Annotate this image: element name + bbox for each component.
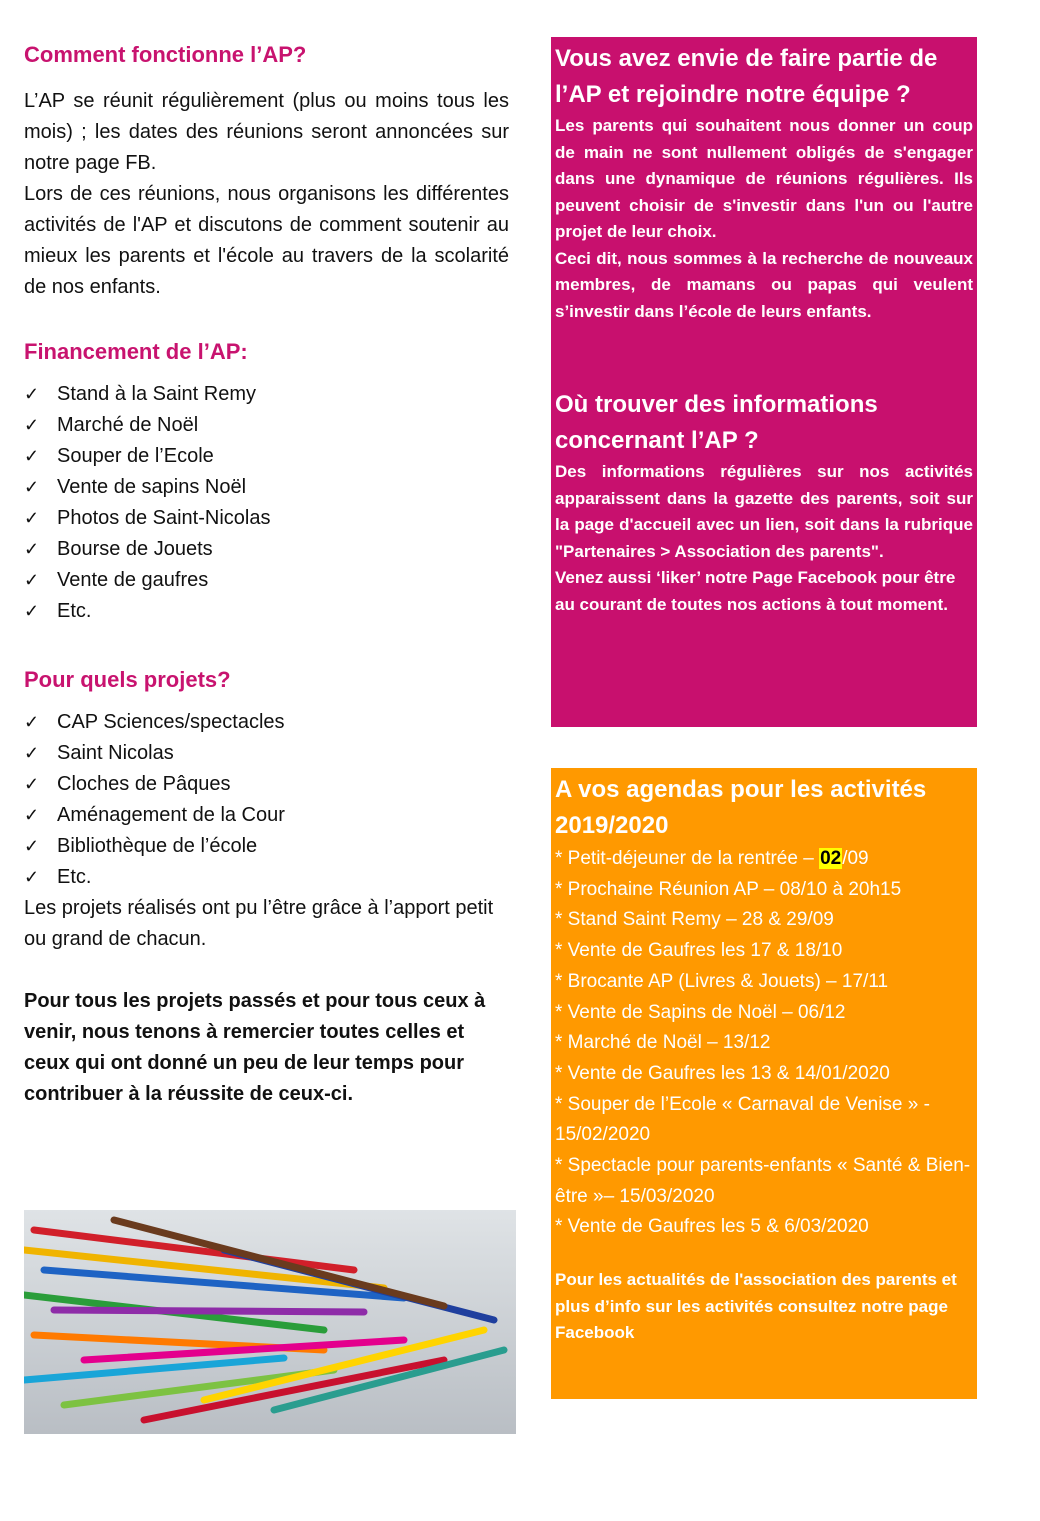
join-team-title: Vous avez envie de faire partie de l’AP et rejoindre notre équipe ? <box>555 45 938 108</box>
list-item <box>24 410 509 441</box>
paragraph-projets: Les projets réalisés ont pu l’être grâce à l’apport petit ou grand de chacun. <box>24 897 494 950</box>
checkmark-icon: ✓ <box>24 570 40 590</box>
agenda-box <box>551 768 977 1399</box>
thanks-paragraph: Pour tous les projets passés et pour tous ceux à venir, nous tenons à remercier toutes celles et ceux qui ont donné un peu de leur temps pour contribuer à la réussite de ceux-ci. <box>24 990 486 1105</box>
list-item <box>24 831 509 862</box>
agenda-item: * Brocante AP (Livres & Jouets) – 17/11 <box>555 970 889 992</box>
list-item <box>24 707 509 738</box>
info-text-1: Des informations régulières sur nos activités apparaissent dans la gazette des parents, soit sur la page d'accueil avec un lien, soit dans la rubrique "Partenaires > Association des parents". <box>555 462 973 561</box>
checkmark-icon: ✓ <box>24 867 40 887</box>
agenda-title: A vos agendas pour les activités 2019/2020 <box>555 776 927 839</box>
join-team-text-1: Les parents qui souhaitent nous donner un coup de main ne sont nullement obligés de s'engager dans une dynamique de réunions régulières. Ils peuvent choisir de s'investir dans l'un ou l'autre projet de leur choix. <box>555 116 973 241</box>
list-item <box>24 534 509 565</box>
agenda-item: * Marché de Noël – 13/12 <box>555 1032 771 1054</box>
paragraph-fonctionnement-2: Lors de ces réunions, nous organisons les différentes activités de l'AP et discutons de comment soutenir au mieux les parents et l'école au travers de la scolarité de nos enfants. <box>24 183 509 298</box>
list-item-label: Etc. <box>57 866 92 888</box>
list-item-label: CAP Sciences/spectacles <box>57 711 285 733</box>
left-column <box>24 40 509 1110</box>
list-item <box>24 565 509 596</box>
checkmark-icon: ✓ <box>24 415 40 435</box>
list-item <box>24 472 509 503</box>
section-title-projets: Pour quels projets? <box>24 667 231 692</box>
checkmark-icon: ✓ <box>24 836 40 856</box>
list-item <box>24 441 509 472</box>
checkmark-icon: ✓ <box>24 384 40 404</box>
agenda-item: * Vente de Gaufres les 5 & 6/03/2020 <box>555 1216 869 1238</box>
join-team-text-2: Ceci dit, nous sommes à la recherche de nouveaux membres, de mamans ou papas qui veulent s’investir dans l’école de leurs enfants. <box>555 248 973 321</box>
list-item-label: Vente de sapins Noël <box>57 476 247 498</box>
list-item <box>24 738 509 769</box>
projets-list <box>24 707 509 893</box>
colored-pencils-photo <box>24 1210 516 1434</box>
checkmark-icon: ✓ <box>24 712 40 732</box>
checkmark-icon: ✓ <box>24 743 40 763</box>
checkmark-icon: ✓ <box>24 805 40 825</box>
list-item-label: Bibliothèque de l’école <box>57 835 258 857</box>
agenda-item: * Stand Saint Remy – 28 & 29/09 <box>555 909 834 931</box>
list-item-label: Marché de Noël <box>57 414 199 436</box>
agenda-item: * Vente de Gaufres les 13 & 14/01/2020 <box>555 1062 890 1084</box>
agenda-item: * Souper de l’Ecole « Carnaval de Venise » - 15/02/2020 <box>555 1093 930 1146</box>
section-title-financement: Financement de l’AP: <box>24 339 248 364</box>
agenda-footer: Pour les actualités de l'association des parents et plus d’info sur les activités consultez notre page Facebook <box>555 1270 957 1343</box>
agenda-item: * Vente de Gaufres les 17 & 18/10 <box>555 940 843 962</box>
info-title: Où trouver des informations concernant l’AP ? <box>555 391 878 454</box>
pencils-image <box>24 1210 516 1434</box>
agenda-item: * Petit-déjeuner de la rentrée – 02/09 <box>555 848 869 869</box>
list-item-label: Vente de gaufres <box>57 569 209 591</box>
financement-list <box>24 379 509 627</box>
list-item-label: Souper de l’Ecole <box>57 445 214 467</box>
paragraph-fonctionnement-1: L’AP se réunit régulièrement (plus ou moins tous les mois) ; les dates des réunions seront annoncées sur notre page FB. <box>24 90 509 174</box>
agenda-list <box>555 844 973 1243</box>
info-text-2: Venez aussi ‘liker’ notre Page Facebook pour être au courant de toutes nos actions à tout moment. <box>555 568 956 614</box>
checkmark-icon: ✓ <box>24 774 40 794</box>
list-item <box>24 379 509 410</box>
highlighted-date: 02 <box>820 848 842 869</box>
list-item-label: Aménagement de la Cour <box>57 804 285 826</box>
join-team-box <box>551 37 977 727</box>
list-item <box>24 800 509 831</box>
list-item-label: Etc. <box>57 600 92 622</box>
checkmark-icon: ✓ <box>24 508 40 528</box>
list-item-label: Cloches de Pâques <box>57 773 231 795</box>
list-item <box>24 503 509 534</box>
list-item <box>24 862 509 893</box>
checkmark-icon: ✓ <box>24 446 40 466</box>
list-item <box>24 596 509 627</box>
agenda-item: * Prochaine Réunion AP – 08/10 à 20h15 <box>555 878 902 900</box>
list-item <box>24 769 509 800</box>
list-item-label: Photos de Saint-Nicolas <box>57 507 271 529</box>
agenda-item: * Spectacle pour parents-enfants « Santé & Bien-être »– 15/03/2020 <box>555 1155 971 1207</box>
list-item-label: Saint Nicolas <box>57 742 174 764</box>
agenda-item: * Vente de Sapins de Noël – 06/12 <box>555 1001 846 1023</box>
checkmark-icon: ✓ <box>24 477 40 497</box>
section-title-fonctionnement: Comment fonctionne l’AP? <box>24 42 307 67</box>
checkmark-icon: ✓ <box>24 601 40 621</box>
checkmark-icon: ✓ <box>24 539 40 559</box>
list-item-label: Bourse de Jouets <box>57 538 213 560</box>
list-item-label: Stand à la Saint Remy <box>57 383 256 405</box>
